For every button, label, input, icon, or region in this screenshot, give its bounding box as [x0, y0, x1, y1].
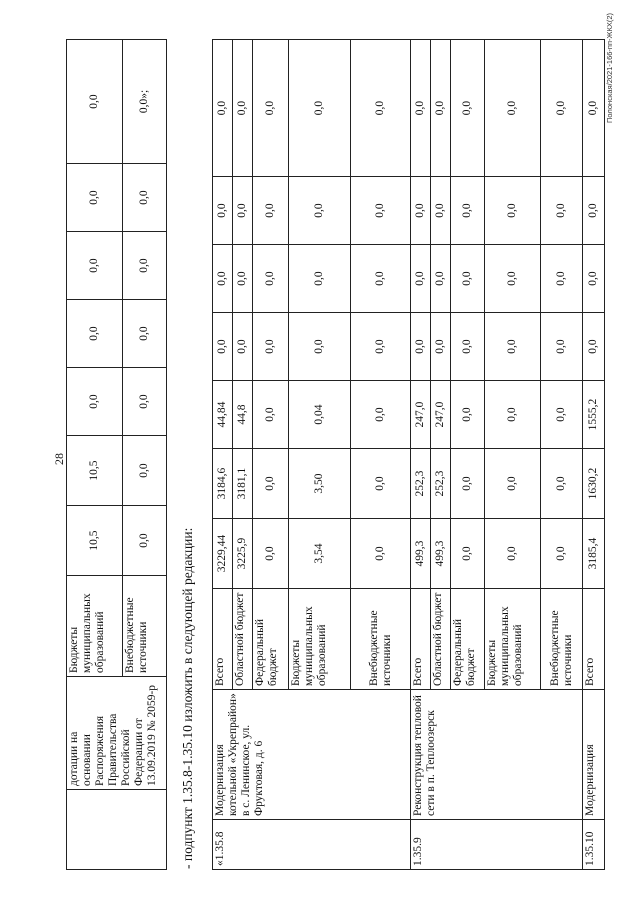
value-cell: 0,0	[541, 519, 583, 589]
value-cell: 3229,44	[213, 519, 233, 589]
value-cell: 10,5	[67, 436, 123, 506]
value-cell: 0,0	[485, 177, 541, 245]
value-cell: 0,0	[253, 381, 289, 449]
value-cell: 0,0	[67, 232, 123, 300]
value-cell: 0,0	[583, 313, 605, 381]
value-cell: 3184,6	[213, 449, 233, 519]
value-cell: 499,3	[411, 519, 431, 589]
value-cell: 0,0	[123, 300, 167, 368]
value-cell: 0,0	[485, 40, 541, 177]
source-label: Внебюджетные источники	[123, 576, 167, 677]
value-cell: 3185,4	[583, 519, 605, 589]
value-cell: 247,0	[411, 381, 431, 449]
value-cell: 0,0	[451, 245, 485, 313]
value-cell: 0,0	[233, 177, 253, 245]
value-cell: 0,0	[411, 40, 431, 177]
value-cell: 0,0	[253, 519, 289, 589]
value-cell: 0,0	[411, 177, 431, 245]
value-cell: 0,0	[123, 368, 167, 436]
value-cell: 0,0	[213, 245, 233, 313]
value-cell: 0,0	[289, 313, 351, 381]
source-label: Бюджеты муниципальных образований	[289, 589, 351, 690]
item-name: Модернизация котельной «Укрепрайон» в с. Ленинское, ул. Фруктовая, д. 6	[213, 690, 411, 820]
value-cell: 0,0	[123, 164, 167, 232]
value-cell: 1555,2	[583, 381, 605, 449]
value-cell: 0,0	[541, 245, 583, 313]
value-cell: 0,0	[485, 519, 541, 589]
value-cell: 0,0	[431, 245, 451, 313]
value-cell: 0,0	[411, 313, 431, 381]
value-cell: 0,0	[351, 449, 411, 519]
value-cell: 44,8	[233, 381, 253, 449]
item-number: 1.35.10	[583, 820, 605, 870]
source-label: Бюджеты муниципальных образований	[485, 589, 541, 690]
value-cell: 0,0	[289, 177, 351, 245]
source-label: Бюджеты муниципальных образований	[67, 576, 123, 677]
value-cell: 0,0	[541, 40, 583, 177]
value-cell: 0,0	[253, 245, 289, 313]
source-label: Внебюджетные источники	[541, 589, 583, 690]
value-cell: 0,0	[485, 245, 541, 313]
value-cell: 0,0	[123, 506, 167, 576]
value-cell: 0,0	[233, 313, 253, 381]
value-cell: 0,0	[541, 449, 583, 519]
value-cell: 10,5	[67, 506, 123, 576]
source-label: Федеральный бюджет	[253, 589, 289, 690]
source-label: Всего	[411, 589, 431, 690]
value-cell: 0,0	[351, 381, 411, 449]
page-number: 28	[52, 453, 66, 465]
value-cell: 3225,9	[233, 519, 253, 589]
value-cell: 0,0	[67, 300, 123, 368]
source-label: Областной бюджет	[233, 589, 253, 690]
value-cell: 44,84	[213, 381, 233, 449]
value-cell: 3,50	[289, 449, 351, 519]
value-cell: 0,0	[253, 177, 289, 245]
value-cell: 252,3	[431, 449, 451, 519]
value-cell: 0,0	[485, 381, 541, 449]
value-cell: 0,0	[431, 177, 451, 245]
value-cell: 0,0	[233, 40, 253, 177]
value-cell: 0,0	[351, 245, 411, 313]
value-cell: 0,0	[583, 245, 605, 313]
value-cell: 0,04	[289, 381, 351, 449]
value-cell: 0,0	[541, 313, 583, 381]
value-cell: 0,0	[451, 313, 485, 381]
source-label: Внебюджетные источники	[351, 589, 411, 690]
value-cell: 0,0	[351, 177, 411, 245]
value-cell: 3,54	[289, 519, 351, 589]
value-cell: 0,0	[123, 232, 167, 300]
top-table-description: дотации на основании Распоряжения Правительства Российской Федерации от 13.09.2019 № 2059-р	[67, 677, 167, 790]
value-cell: 0,0	[485, 313, 541, 381]
value-cell: 247,0	[431, 381, 451, 449]
value-cell: 0,0	[451, 40, 485, 177]
value-cell: 0,0	[431, 313, 451, 381]
source-label: Федеральный бюджет	[451, 589, 485, 690]
item-name: Модернизация	[583, 690, 605, 820]
value-cell: 3181,1	[233, 449, 253, 519]
value-cell: 0,0	[431, 40, 451, 177]
source-label: Всего	[213, 589, 233, 690]
value-cell: 0,0	[583, 177, 605, 245]
value-cell: 1630,2	[583, 449, 605, 519]
value-cell: 0,0	[351, 40, 411, 177]
value-cell: 0,0	[253, 313, 289, 381]
value-cell: 0,0	[541, 177, 583, 245]
value-cell: 0,0	[123, 436, 167, 506]
value-cell: 0,0»;	[123, 40, 167, 164]
document-code: Полонская/2021-166-пп-ЖКХ(2)	[605, 13, 614, 123]
value-cell: 0,0	[253, 449, 289, 519]
value-cell: 0,0	[541, 381, 583, 449]
value-cell: 0,0	[213, 313, 233, 381]
value-cell: 0,0	[253, 40, 289, 177]
value-cell: 0,0	[351, 313, 411, 381]
value-cell: 0,0	[451, 449, 485, 519]
value-cell: 0,0	[67, 164, 123, 232]
item-number: «1.35.8	[213, 820, 411, 870]
source-label: Областной бюджет	[431, 589, 451, 690]
value-cell: 0,0	[351, 519, 411, 589]
value-cell: 0,0	[451, 177, 485, 245]
value-cell: 0,0	[289, 245, 351, 313]
top-table-number-cell	[67, 790, 167, 870]
value-cell: 0,0	[233, 245, 253, 313]
value-cell: 0,0	[485, 449, 541, 519]
value-cell: 252,3	[411, 449, 431, 519]
value-cell: 0,0	[583, 40, 605, 177]
item-number: 1.35.9	[411, 820, 583, 870]
value-cell: 0,0	[213, 177, 233, 245]
value-cell: 0,0	[451, 519, 485, 589]
source-label: Всего	[583, 589, 605, 690]
value-cell: 499,3	[431, 519, 451, 589]
value-cell: 0,0	[451, 381, 485, 449]
main-table	[212, 39, 605, 870]
subheading: - подпункт 1.35.8-1.35.10 изложить в следующей редакции:	[180, 527, 195, 869]
top-table	[66, 39, 167, 870]
item-name: Реконструкция тепловой сети в п. Теплоозерск	[411, 690, 583, 820]
value-cell: 0,0	[67, 368, 123, 436]
value-cell: 0,0	[213, 40, 233, 177]
value-cell: 0,0	[289, 40, 351, 177]
value-cell: 0,0	[411, 245, 431, 313]
value-cell: 0,0	[67, 40, 123, 164]
